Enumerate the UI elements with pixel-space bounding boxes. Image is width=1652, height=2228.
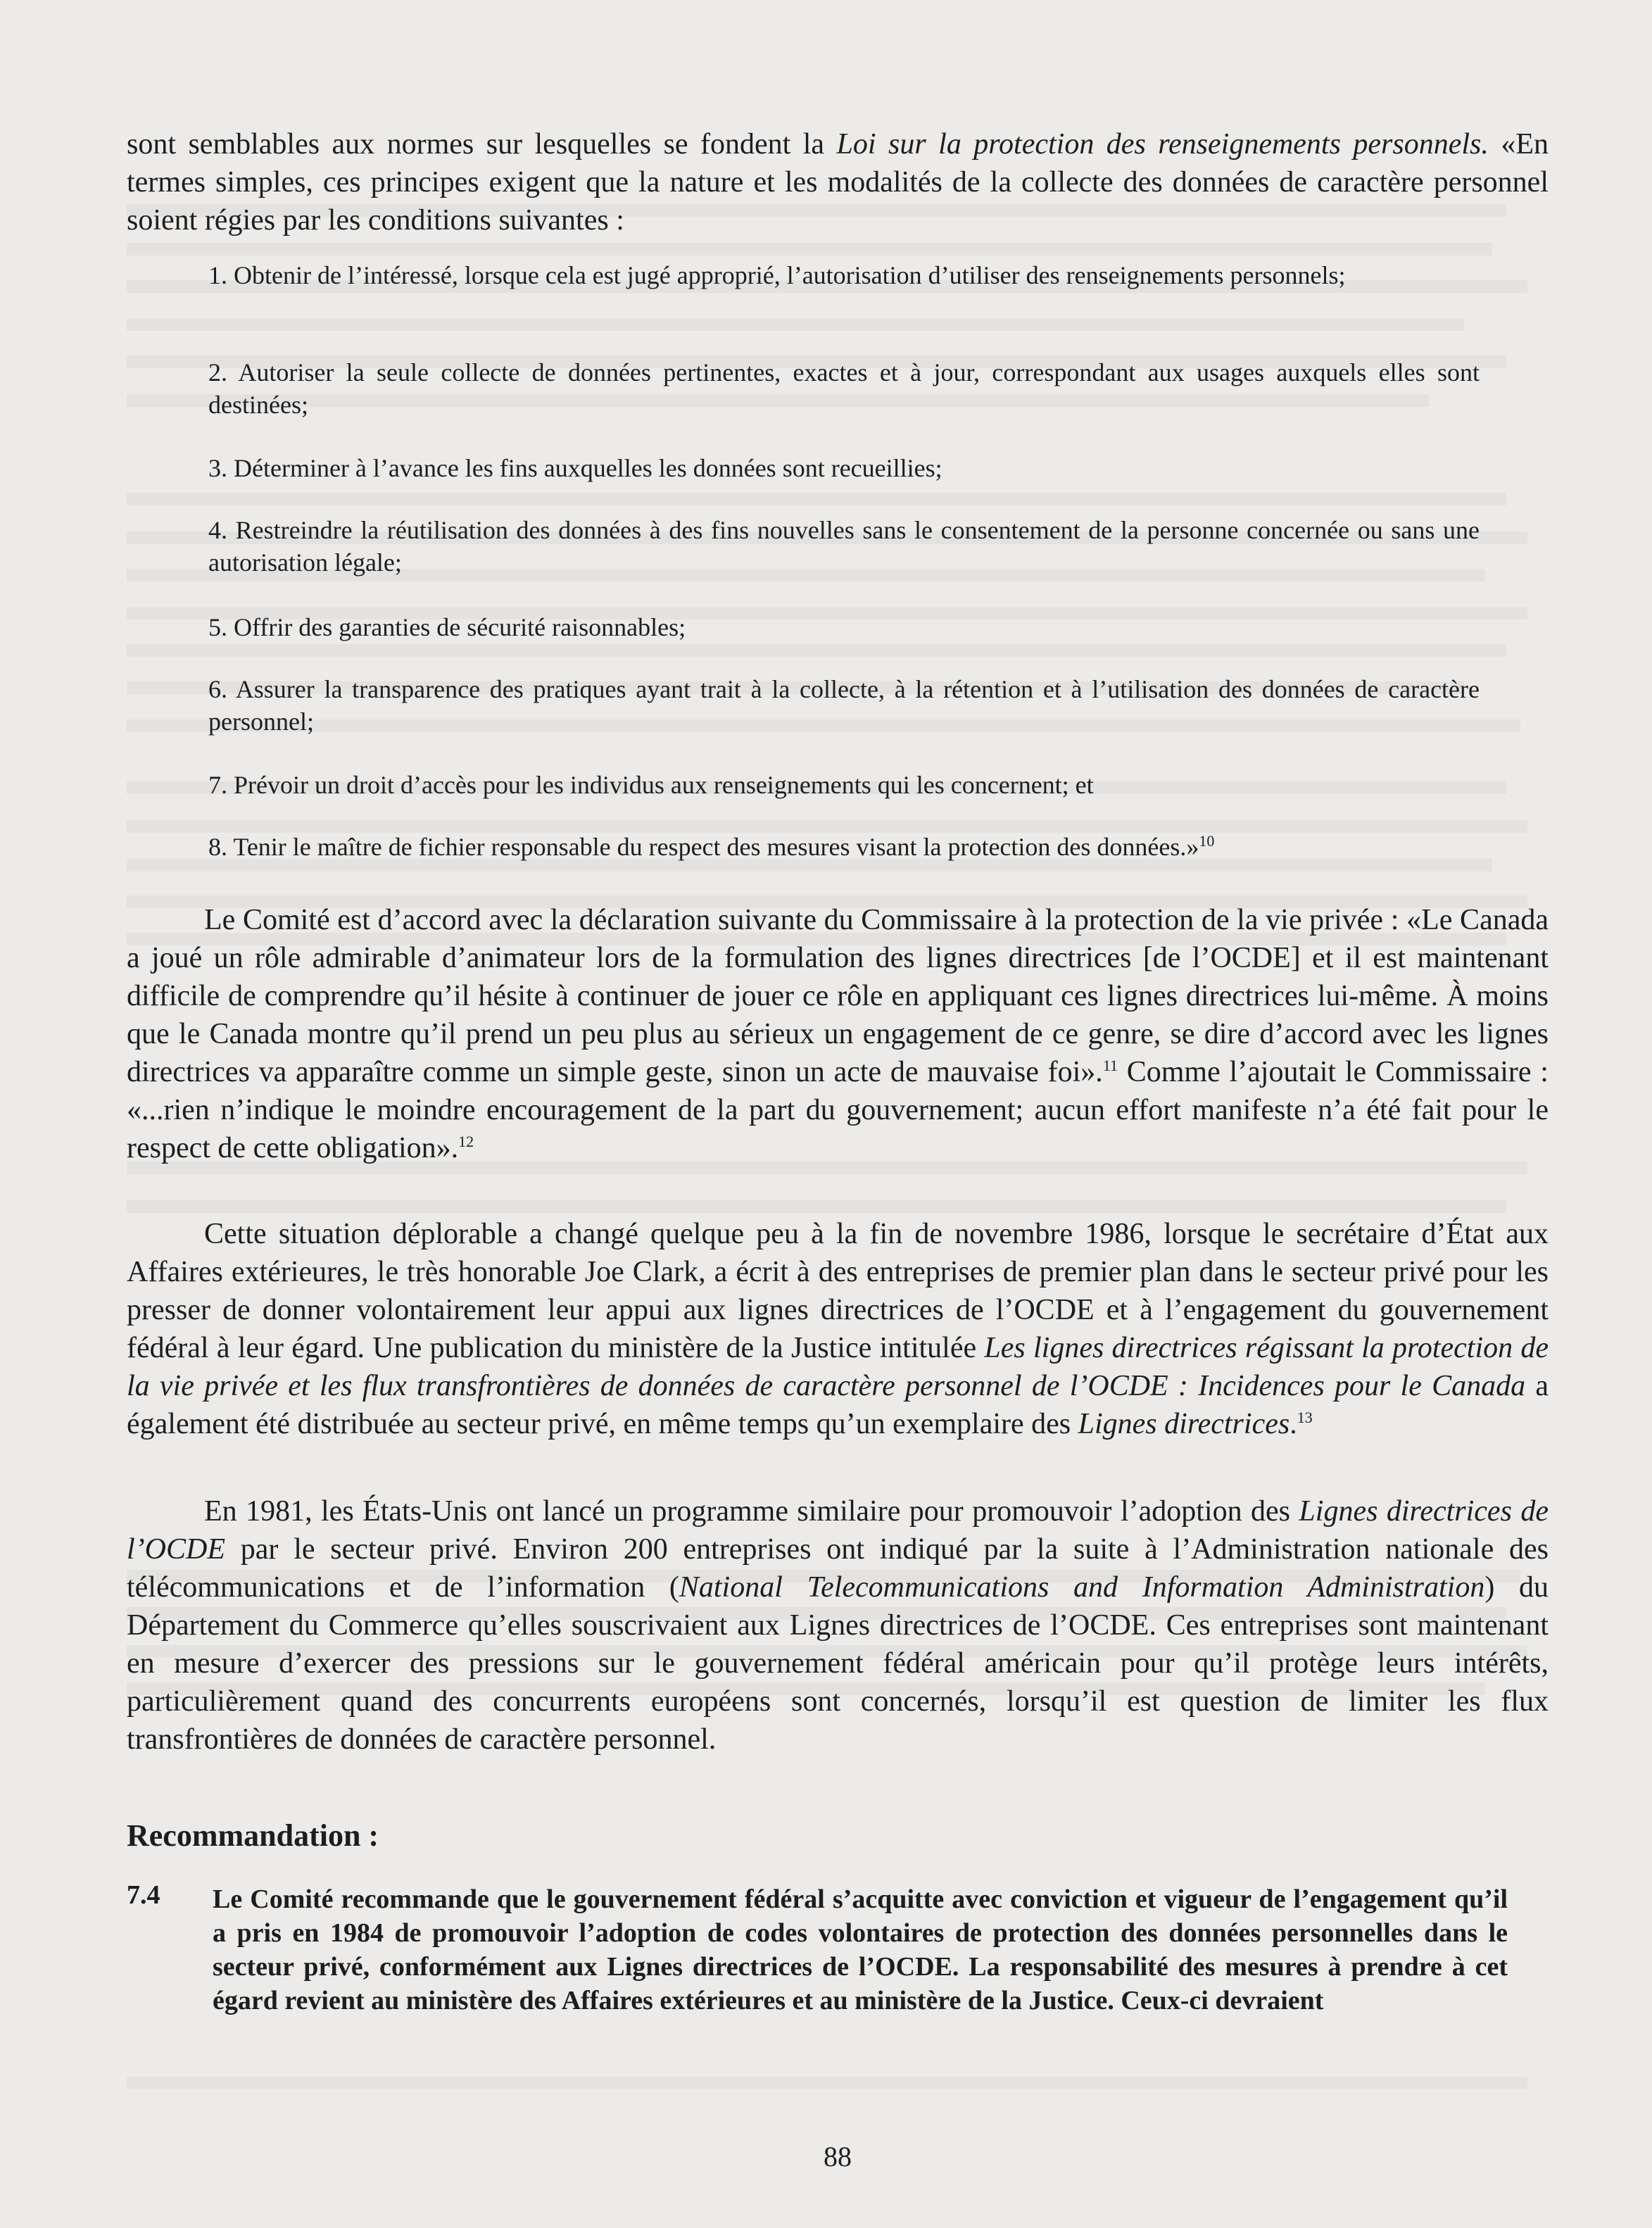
- committee-quote: Le Comité est d’accord avec la déclaration suivante du Commissaire à la protection de la vie privée : «Le Canada a joué un rôle admirable d’animateur lors de la formulation des lignes directrices [de l’OCDE] et il est maintenant difficile de comprendre qu’il hésite à continuer de jouer ce rôle en appliquant ces lignes directrices lui-même. À moins que le Canada montre qu’il prend un peu plus au sérieux un engagement de ce genre, se dire d’accord avec les lignes directrices va apparaître comme un simple geste, sinon un acte de mauvaise foi».: [127, 904, 1549, 1088]
- period: .: [1290, 1408, 1297, 1440]
- intro-text: sont semblables aux normes sur lesquelles se fondent la: [127, 128, 837, 161]
- principle-8: [208, 831, 1480, 863]
- situation-text: Cette situation déplorable a changé quelque peu à la fin de novembre 1986, lorsque le secrétaire d’État aux Affaires extérieures, le très honorable Joe Clark, a écrit à des entreprises de premier plan dans le secteur privé pour les presser de donner volontairement leur appui aux lignes directrices de l’OCDE et à l’engagement du gouvernement fédéral à leur égard. Une publication du ministère de la Justice intitulée: [127, 1218, 1549, 1364]
- principle-6: 6. Assurer la transparence des pratiques ayant trait à la collecte, à la rétention et à l’utilisation des données de caractère personnel;: [208, 675, 1480, 736]
- recommendation-heading: Recommandation :: [127, 1818, 379, 1853]
- situation-paragraph: [127, 1215, 1549, 1443]
- footnote-ref: 10: [1199, 832, 1215, 850]
- us-paragraph: [127, 1492, 1549, 1758]
- ntia-name: National Telecommunications and Information Administration: [679, 1571, 1485, 1604]
- committee-paragraph: [127, 901, 1549, 1167]
- principle-1: 1. Obtenir de l’intéressé, lorsque cela est jugé approprié, l’autorisation d’utiliser des renseignements personnels;: [208, 261, 1346, 289]
- us-text-continued: par le secteur privé. Environ 200 entreprises ont indiqué par la suite à l’Administration nationale des télécommunications et de l’information (: [127, 1533, 1549, 1604]
- page-number: 88: [824, 2141, 852, 2172]
- recommendation-text: Le Comité recommande que le gouvernement fédéral s’acquitte avec conviction et vigueur de l’engagement qu’il a pris en 1984 de promouvoir l’adoption de codes volontaires de protection des données personnelles dans le secteur privé, conformément aux Lignes directrices de l’OCDE. La responsabilité des mesures à prendre à cet égard revient au ministère des Affaires extérieures et au ministère de la Justice. Ceux-ci devraient: [213, 1884, 1508, 2015]
- footnote-ref: 12: [458, 1133, 474, 1150]
- publication-title: Les lignes directrices régissant la protection de la vie privée et les flux transfrontières de données de caractère personnel de l’OCDE : Incidences pour le Canada: [127, 1332, 1549, 1402]
- situation-text-continued: a également été distribuée au secteur privé, en même temps qu’un exemplaire des: [127, 1370, 1549, 1440]
- principle-8-text: 8. Tenir le maître de fichier responsable du respect des mesures visant la protection des données.»: [208, 833, 1199, 861]
- us-text-end: ) du Département du Commerce qu’elles souscrivaient aux Lignes directrices de l’OCDE. Ces entreprises sont maintenant en mesure d’exercer des pressions sur le gouvernement fédéral américain pour qu’il protège leurs intérêts, particulièrement quand des concurrents européens sont concernés, lorsqu’il est question de limiter les flux transfrontières de données de caractère personnel.: [127, 1571, 1549, 1756]
- principle-3: 3. Déterminer à l’avance les fins auxquelles les données sont recueillies;: [208, 454, 942, 482]
- commissioner-quote: Comme l’ajoutait le Commissaire : «...rien n’indique le moindre encouragement de la part du gouvernement; aucun effort manifeste n’a été fait pour le respect de cette obligation».: [127, 1056, 1549, 1164]
- intro-text-continued: «En termes simples, ces principes exigent que la nature et les modalités de la collecte des données de caractère personnel soient régies par les conditions suivantes :: [127, 128, 1549, 237]
- principle-4: 4. Restreindre la réutilisation des données à des fins nouvelles sans le consentement de la personne concernée ou sans une autorisation légale;: [208, 516, 1480, 577]
- principle-7: 7. Prévoir un droit d’accès pour les individus aux renseignements qui les concernent; et: [208, 771, 1094, 799]
- principle-5: 5. Offrir des garanties de sécurité raisonnables;: [208, 613, 686, 641]
- guidelines-title: Lignes directrices: [1078, 1408, 1290, 1440]
- law-title: Loi sur la protection des renseignements personnels.: [836, 128, 1489, 161]
- intro-paragraph: [127, 125, 1549, 239]
- recommendation-number: 7.4: [127, 1880, 160, 1910]
- principle-2: 2. Autoriser la seule collecte de données pertinentes, exactes et à jour, correspondant aux usages auxquels elles sont destinées;: [208, 358, 1480, 419]
- footnote-ref: 11: [1102, 1057, 1118, 1074]
- oecd-guidelines-title: Lignes directrices de l’OCDE: [127, 1495, 1549, 1566]
- footnote-ref: 13: [1297, 1409, 1313, 1426]
- us-text: En 1981, les États-Unis ont lancé un programme similaire pour promouvoir l’adoption des: [204, 1495, 1299, 1528]
